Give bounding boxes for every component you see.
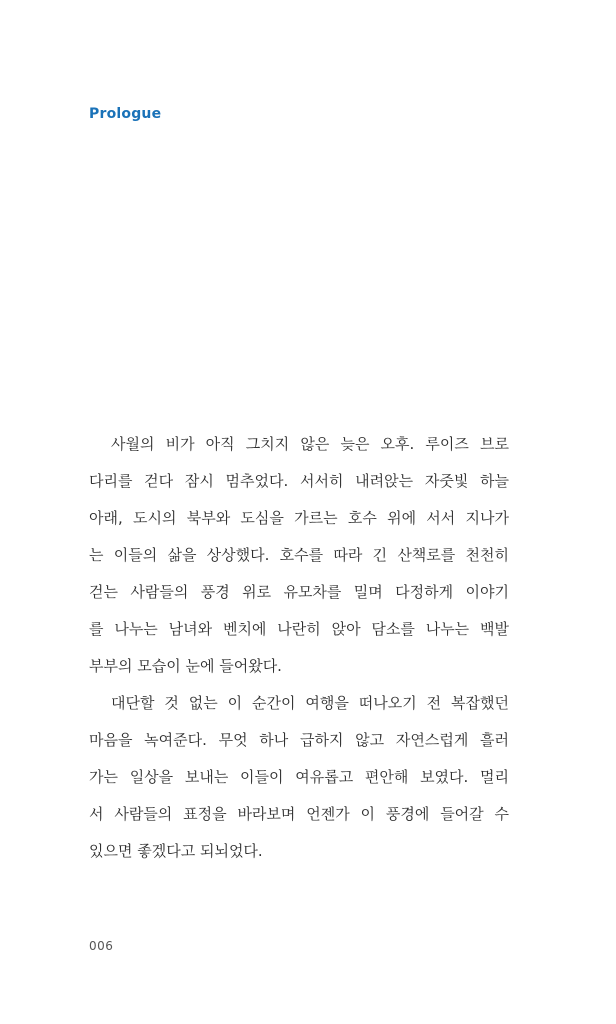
paragraph-2-line-5: 있으면 좋겠다고 되뇌었다. [89,842,263,860]
paragraph-1-line-1: 사월의 비가 아직 그치지 않은 늦은 오후. 루이즈 브로 [111,435,509,453]
paragraph-1-line-7: 부부의 모습이 눈에 들어왔다. [89,657,282,675]
paragraph-2-line-1: 대단할 것 없는 이 순간이 여행을 떠나오기 전 복잡했던 [111,694,509,712]
page-number: 006 [89,939,114,953]
section-title: Prologue [89,106,162,122]
paragraph-2-line-3: 가는 일상을 보내는 이들이 여유롭고 편안해 보였다. 멀리 [89,768,509,786]
paragraph-2-line-2: 마음을 녹여준다. 무엇 하나 급하지 않고 자연스럽게 흘러 [89,731,509,749]
paragraph-1-line-6: 를 나누는 남녀와 벤치에 나란히 앉아 담소를 나누는 백발 [89,620,509,638]
paragraph-1-line-4: 는 이들의 삶을 상상했다. 호수를 따라 긴 산책로를 천천히 [89,546,509,564]
paragraph-1-line-2: 다리를 걷다 잠시 멈추었다. 서서히 내려앉는 자줏빛 하늘 [89,472,509,490]
paragraph-1-line-5: 걷는 사람들의 풍경 위로 유모차를 밀며 다정하게 이야기 [89,583,509,601]
body-text [89,426,509,870]
paragraph-2-line-4: 서 사람들의 표정을 바라보며 언젠가 이 풍경에 들어갈 수 [89,805,509,823]
paragraph-1-line-3: 아래, 도시의 북부와 도심을 가르는 호수 위에 서서 지나가 [89,509,509,527]
